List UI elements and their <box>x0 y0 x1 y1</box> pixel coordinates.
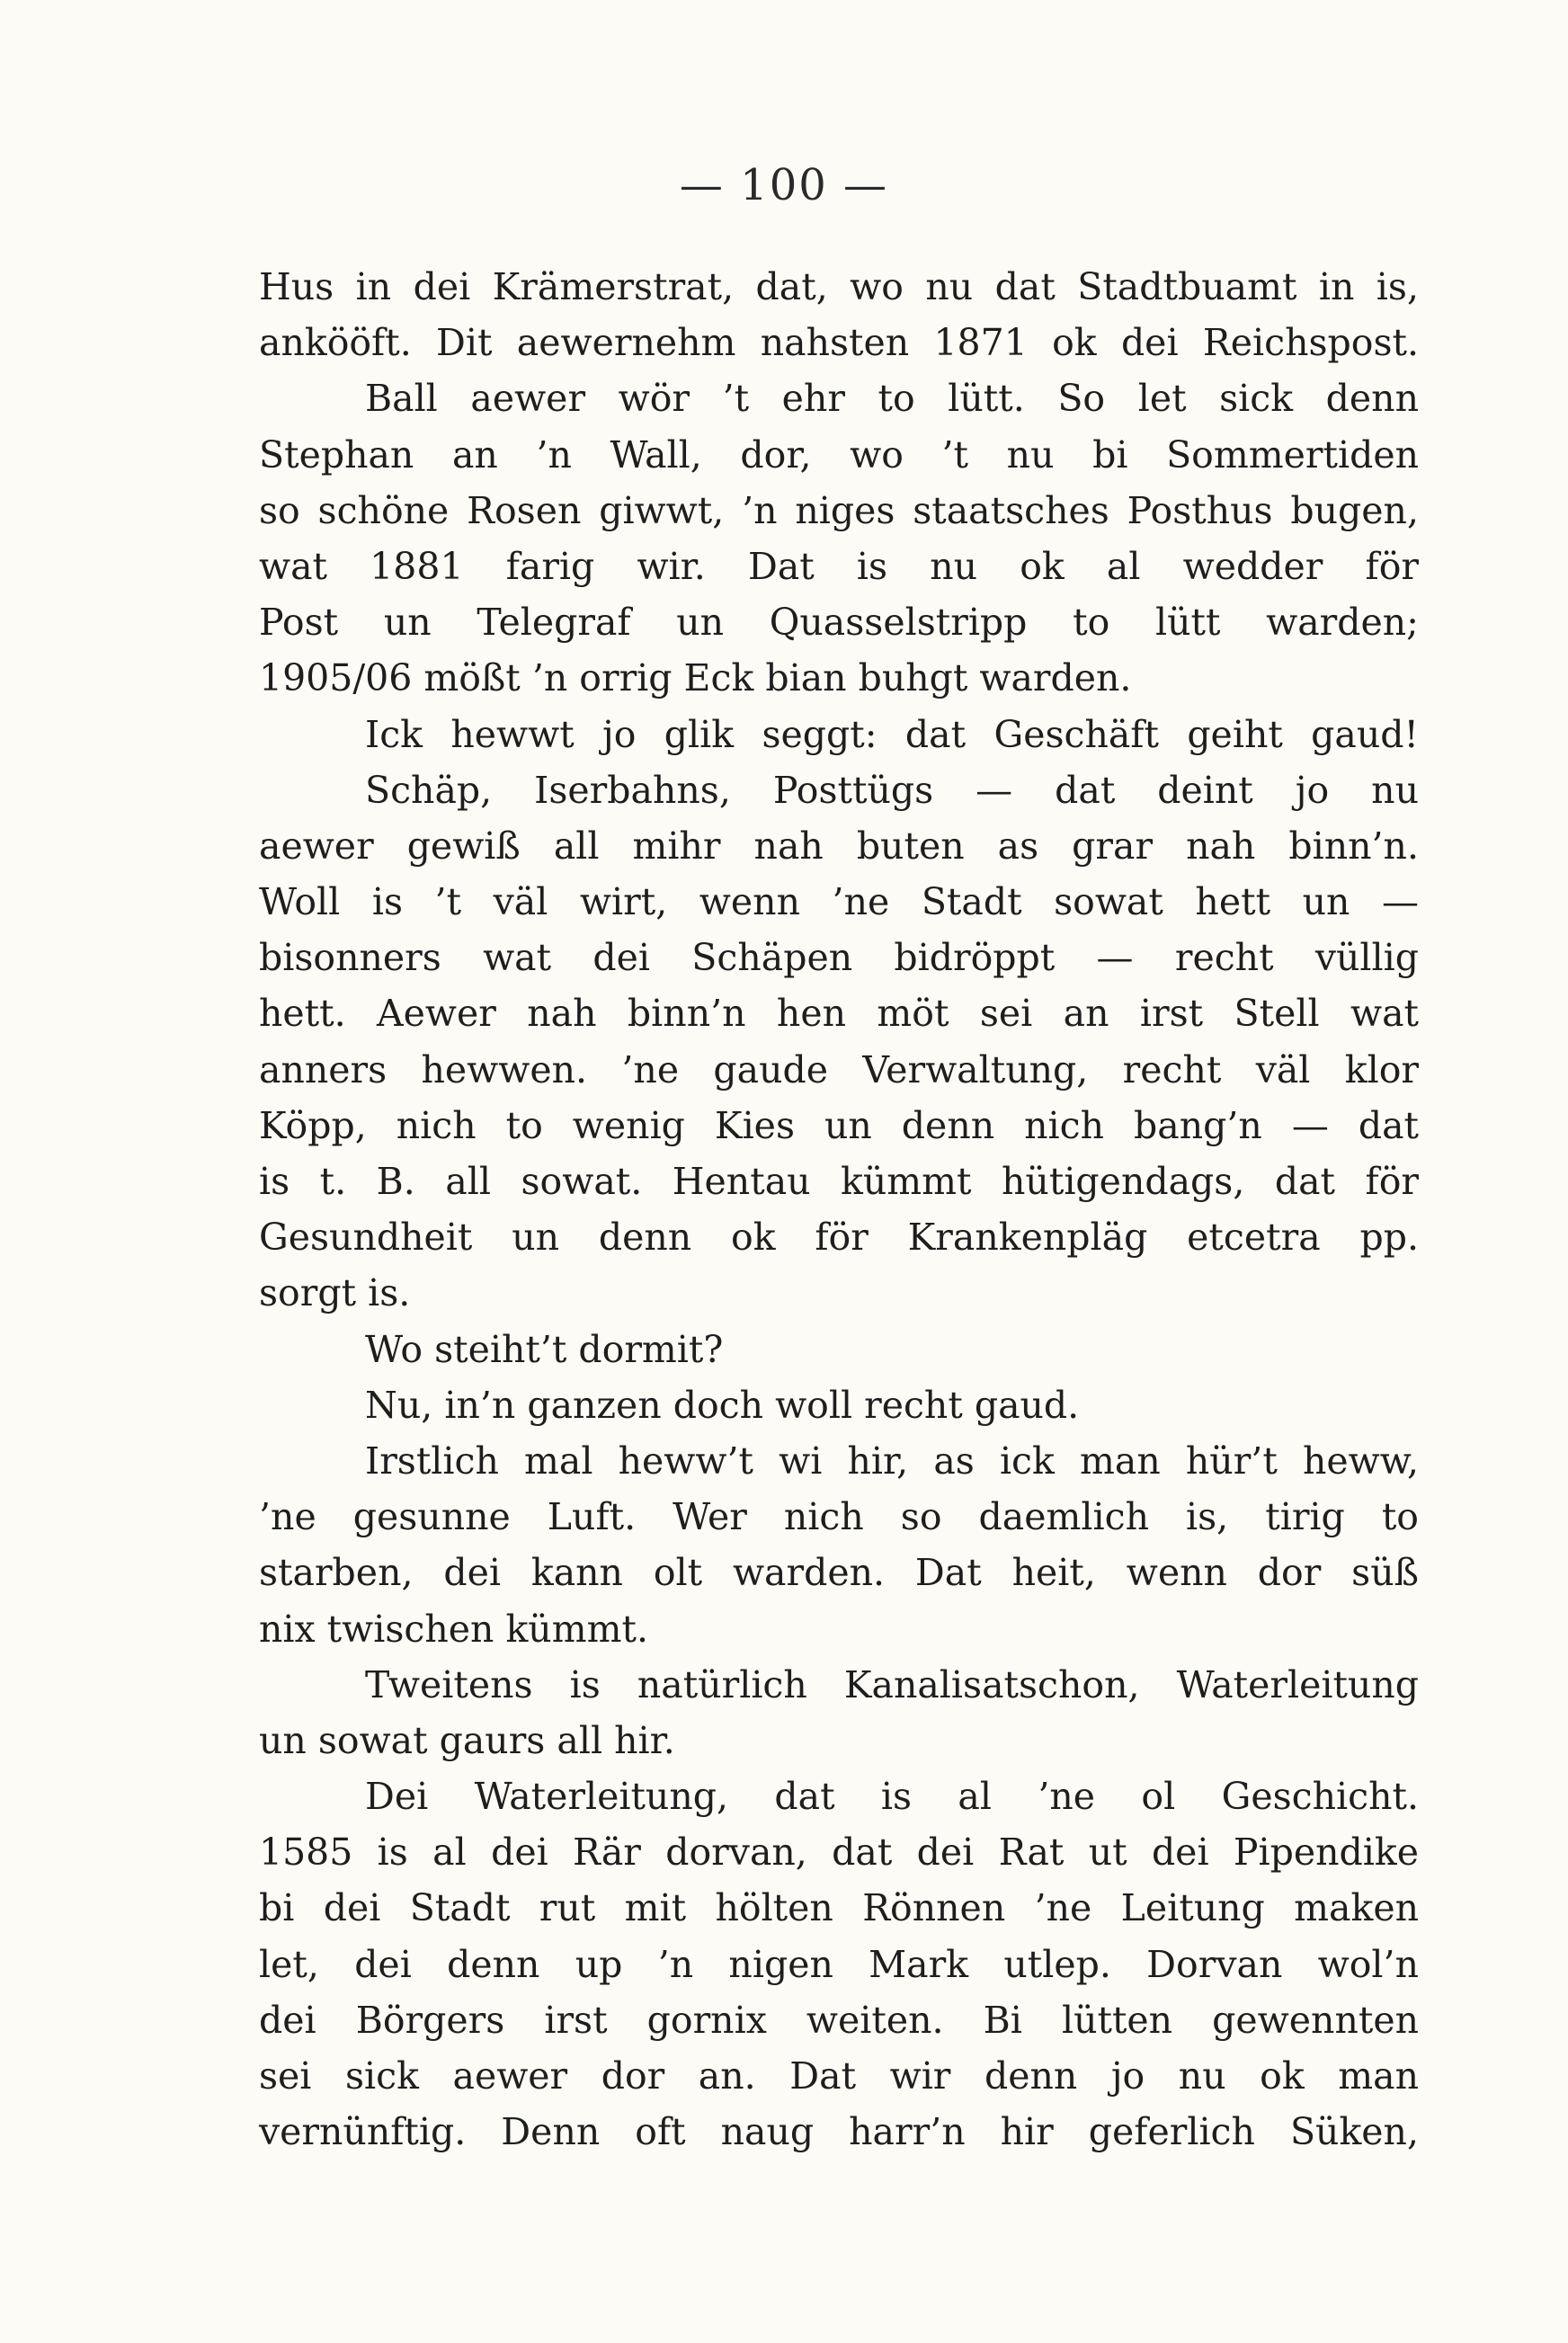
text-line: ankööft. Dit aewernehm nahsten 1871 ok dei Reichspost. <box>259 321 1419 365</box>
text-line: starben, dei kann olt warden. Dat heit, wenn dor süß <box>259 1551 1419 1595</box>
text-line: sorgt is. <box>259 1271 411 1315</box>
text-line: ’ne gesunne Luft. Wer nich so daemlich is, tirig to <box>259 1495 1419 1539</box>
text-line: un sowat gaurs all hir. <box>259 1718 675 1762</box>
text-line: Nu, in’n ganzen doch woll recht gaud. <box>365 1383 1080 1427</box>
body-text <box>259 259 1419 2160</box>
text-line: 1585 is al dei Rär dorvan, dat dei Rat ut dei Pipendike <box>259 1831 1419 1875</box>
text-line: wat 1881 farig wir. Dat is nu ok al wedder för <box>259 544 1419 588</box>
text-line: Köpp, nich to wenig Kies un denn nich bang’n — dat <box>259 1103 1419 1147</box>
text-line: let, dei denn up ’n nigen Mark utlep. Dorvan wol’n <box>259 1942 1419 1986</box>
text-line: Stephan an ’n Wall, dor, wo ’t nu bi Sommertiden <box>259 432 1419 477</box>
text-line: Wo steiht’t dormit? <box>365 1327 724 1371</box>
text-line: anners hewwen. ’ne gaude Verwaltung, recht väl klor <box>259 1047 1419 1091</box>
text-line: Ball aewer wör ’t ehr to lütt. So let sick denn <box>365 377 1419 421</box>
text-line: Tweitens is natürlich Kanalisatschon, Waterleitung <box>365 1662 1419 1706</box>
text-line: Dei Waterleitung, dat is al ’ne ol Geschicht. <box>365 1775 1419 1819</box>
text-line: dei Börgers irst gornix weiten. Bi lütten gewennten <box>259 1998 1419 2042</box>
text-line: nix twischen kümmt. <box>259 1607 648 1651</box>
text-line: Woll is ’t väl wirt, wenn ’ne Stadt sowat hett un — <box>259 880 1419 924</box>
text-line: Hus in dei Krämerstrat, dat, wo nu dat Stadtbuamt in is, <box>259 265 1419 308</box>
text-line: bisonners wat dei Schäpen bidröppt — recht vüllig <box>259 936 1419 980</box>
page-number: — 100 — <box>679 160 889 210</box>
text-line: Gesundheit un denn ok för Krankenpläg etcetra pp. <box>259 1216 1419 1260</box>
text-line: Ick hewwt jo glik seggt: dat Geschäft geiht gaud! <box>365 712 1419 756</box>
text-line: aewer gewiß all mihr nah buten as grar nah binn’n. <box>259 824 1419 868</box>
text-line: 1905/06 mößt ’n orrig Eck bian buhgt warden. <box>259 656 1132 700</box>
text-line: bi dei Stadt rut mit hölten Rönnen ’ne Leitung maken <box>259 1886 1419 1930</box>
text-line: so schöne Rosen giwwt, ’n niges staatsches Posthus bugen, <box>259 488 1419 532</box>
text-line: is t. B. all sowat. Hentau kümmt hütigendags, dat för <box>259 1160 1419 1203</box>
text-line: Post un Telegraf un Quasselstripp to lütt warden; <box>259 601 1419 645</box>
text-line: hett. Aewer nah binn’n hen möt sei an irst Stell wat <box>259 992 1419 1036</box>
text-line: Schäp, Iserbahns, Posttügs — dat deint jo nu <box>365 768 1419 812</box>
text-line: Irstlich mal heww’t wi hir, as ick man hür’t heww, <box>365 1439 1419 1483</box>
text-line: sei sick aewer dor an. Dat wir denn jo nu ok man <box>259 2054 1419 2098</box>
text-line: vernünftig. Denn oft naug harr’n hir geferlich Süken, <box>259 2110 1419 2154</box>
